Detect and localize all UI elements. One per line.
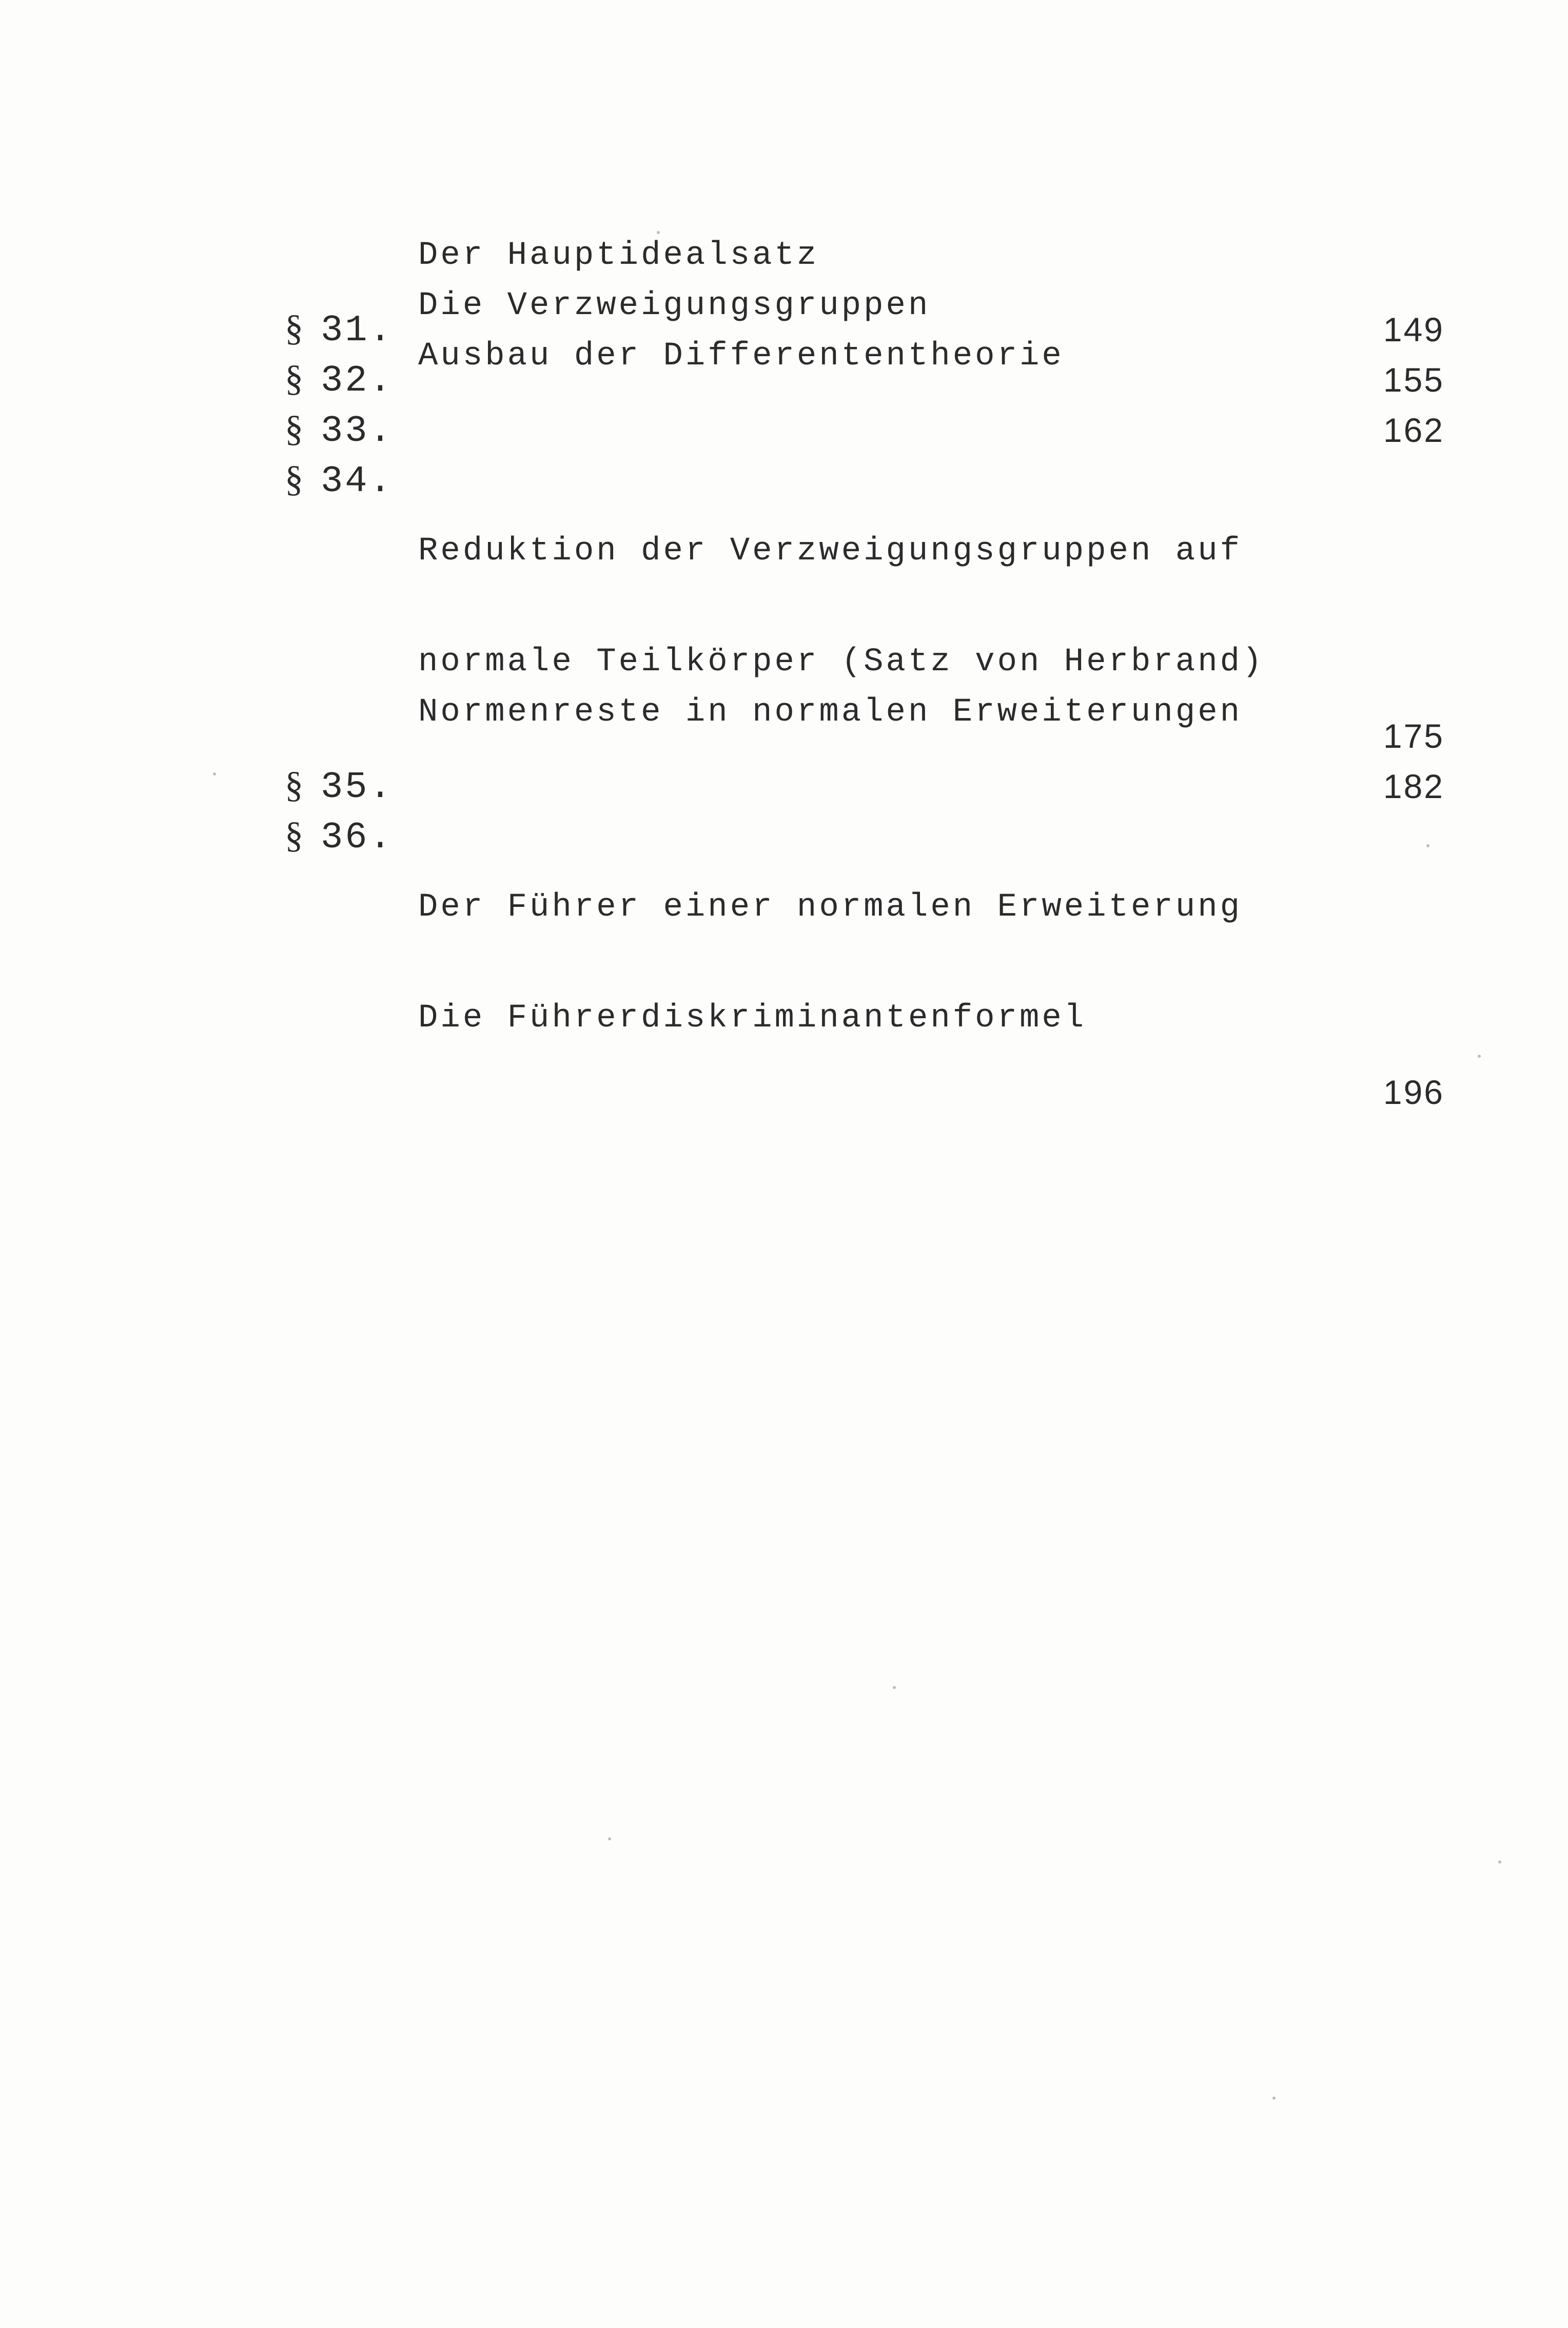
section-title: Ausbau der Differententheorie (418, 338, 1064, 375)
scan-speck (657, 231, 660, 234)
paragraph-sign: § (285, 408, 305, 449)
section-number: § 34. (285, 458, 394, 502)
scan-speck (608, 1837, 611, 1840)
paragraph-sign: § (285, 764, 305, 805)
section-number: § 31. (285, 307, 394, 352)
section-title: Der Hauptidealsatz (418, 237, 819, 274)
section-number: § 35. (285, 764, 394, 808)
toc-entry-36 (285, 815, 1444, 1111)
page-number: 196 (1383, 1073, 1444, 1111)
scan-speck (893, 1686, 896, 1689)
table-of-contents (285, 237, 1444, 1121)
section-number: § 32. (285, 358, 394, 402)
section-title: Die Verzweigungsgruppen (418, 287, 931, 324)
scan-speck (1498, 1860, 1501, 1864)
scan-speck (1426, 844, 1429, 847)
paragraph-sign: § (285, 814, 305, 856)
section-title: Der Führer einer normalen Erweiterung Die Führerdiskriminantenformel (418, 889, 1243, 1037)
paragraph-sign: § (285, 307, 305, 348)
scan-speck (1272, 2097, 1276, 2100)
section-number: § 33. (285, 408, 394, 452)
page-number: 155 (1383, 361, 1444, 399)
page-number: 149 (1383, 311, 1444, 348)
paragraph-sign: § (285, 458, 305, 499)
scan-speck (213, 772, 216, 775)
page-number: 162 (1383, 411, 1444, 449)
section-title: Reduktion der Verzweigungsgruppen auf normale Teilkörper (Satz von Herbrand) (418, 533, 1265, 681)
page-number: 175 (1383, 717, 1444, 755)
paragraph-sign: § (285, 358, 305, 399)
page-number: 182 (1383, 767, 1444, 805)
scan-speck (1478, 1055, 1481, 1058)
section-number: § 36. (285, 814, 394, 859)
section-title: Normenreste in normalen Erweiterungen (418, 694, 1243, 731)
